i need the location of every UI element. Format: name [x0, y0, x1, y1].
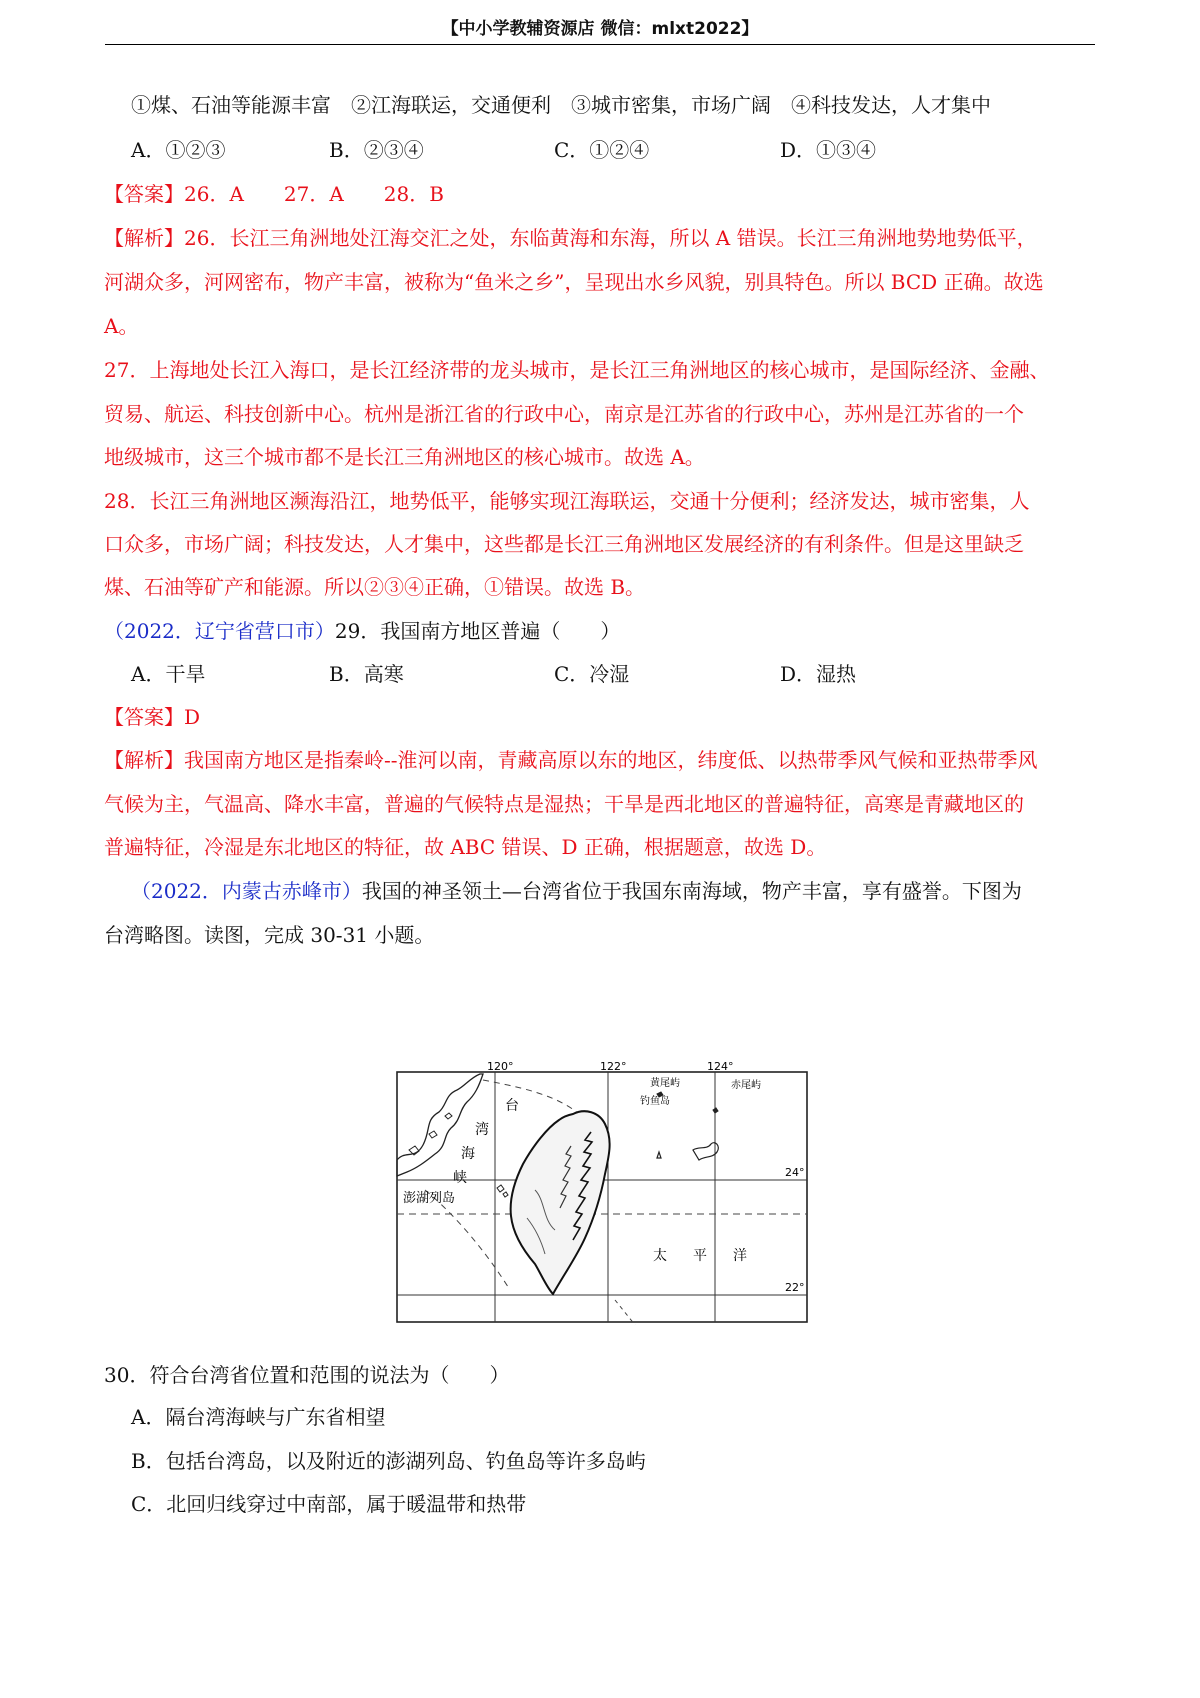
lon-label-120: 120° [487, 1060, 514, 1073]
analysis-27-line1: 27．上海地处长江入海口，是长江经济带的龙头城市，是长江三角洲地区的核心城市，是国际经济、金融、 [104, 358, 1050, 382]
q30-31-source: （2022．内蒙古赤峰市） [131, 879, 362, 903]
lat-label-24: 24° [785, 1166, 805, 1179]
q28-conditions: ①煤、石油等能源丰富 ②江海联运，交通便利 ③城市密集，市场广阔 ④科技发达，人才集中 [131, 93, 991, 117]
label-pacific-3: 洋 [733, 1248, 747, 1264]
label-strait-3: 海 [461, 1146, 475, 1162]
q28-option-a: A．①②③ [131, 138, 226, 162]
q29-analysis-line1 [104, 746, 1038, 774]
q29-answer-label: 【答案】 [104, 705, 184, 729]
q29-option-b: B．高寒 [329, 662, 404, 686]
label-pacific-2: 平 [693, 1248, 707, 1264]
q29-stem-line [104, 617, 620, 645]
analysis-28-line2: 口众多，市场广阔；科技发达，人才集中，这些都是长江三角洲地区发展经济的有利条件。但是这里缺乏 [104, 532, 1024, 556]
q29-analysis-label: 【解析】 [104, 748, 184, 772]
analysis-26-line2: 河湖众多，河网密布，物产丰富，被称为“鱼米之乡”，呈现出水乡风貌，别具特色。所以 BCD 正确。故选 [104, 270, 1044, 294]
label-huangwei: 黄尾屿 [650, 1078, 680, 1089]
page-header: 【中小学教辅资源店 微信：mlxt2022】 [441, 19, 759, 39]
q30-31-intro-text: 我国的神圣领土—台湾省位于我国东南海域，物产丰富，享有盛誉。下图为 [361, 879, 1022, 903]
label-strait-4: 峡 [453, 1170, 467, 1186]
q29-option-d: D．湿热 [780, 662, 857, 686]
q29-analysis-line2: 气候为主，气温高、降水丰富，普遍的气候特点是湿热；干旱是西北地区的普遍特征，高寒是青藏地区的 [104, 792, 1024, 816]
label-strait-1: 台 [505, 1098, 519, 1114]
q29-answer-value: D [184, 705, 201, 729]
map-frame [397, 1072, 807, 1322]
q28-option-d: D．①③④ [780, 138, 877, 162]
analysis-28-line3: 煤、石油等矿产和能源。所以②③④正确，①错误。故选 B。 [104, 575, 646, 599]
q30-option-c: C．北回归线穿过中南部，属于暖温带和热带 [131, 1492, 527, 1516]
analysis-26-line3: A。 [104, 314, 139, 338]
q30-option-b: B．包括台湾岛，以及附近的澎湖列岛、钓鱼岛等许多岛屿 [131, 1449, 646, 1473]
q30-stem: 30．符合台湾省位置和范围的说法为（ ） [104, 1363, 510, 1387]
lat-label-22: 22° [785, 1281, 805, 1294]
lon-label-124: 124° [707, 1060, 734, 1073]
label-penghu: 澎湖列岛 [403, 1191, 456, 1206]
q30-31-intro-line1 [131, 877, 1022, 905]
answer-26-28 [104, 180, 444, 208]
q29-answer [104, 703, 200, 731]
analysis-26-text1: 26．长江三角洲地处江海交汇之处，东临黄海和东海，所以 A 错误。长江三角洲地势地势低平， [184, 226, 1037, 250]
answer-label: 【答案】 [104, 182, 184, 206]
taiwan-map-svg [395, 1050, 820, 1340]
q29-stem: 29．我国南方地区普遍（ ） [334, 619, 621, 643]
q29-option-a: A．干旱 [131, 662, 206, 686]
lon-label-122: 122° [600, 1060, 627, 1073]
q28-option-b: B．②③④ [329, 138, 424, 162]
q29-source: （2022．辽宁省营口市） [104, 619, 335, 643]
label-chiwei: 赤尾屿 [731, 1080, 761, 1091]
q30-option-a: A．隔台湾海峡与广东省相望 [131, 1405, 386, 1429]
label-strait-2: 湾 [475, 1122, 489, 1138]
taiwan-map [395, 1050, 820, 1340]
analysis-26-line1 [104, 224, 1037, 252]
answer-text: 26．A 27．A 28．B [184, 182, 444, 206]
q28-option-c: C．①②④ [554, 138, 650, 162]
header-rule [105, 44, 1095, 45]
q29-analysis-text1: 我国南方地区是指秦岭--淮河以南，青藏高原以东的地区，纬度低、以热带季风气候和亚热带季风 [184, 748, 1038, 772]
analysis-27-line2: 贸易、航运、科技创新中心。杭州是浙江省的行政中心，南京是江苏省的行政中心，苏州是江苏省的一个 [104, 402, 1024, 426]
analysis-28-line1: 28．长江三角洲地区濒海沿江，地势低平，能够实现江海联运，交通十分便利；经济发达，城市密集，人 [104, 489, 1030, 513]
q29-option-c: C．冷湿 [554, 662, 630, 686]
q30-31-intro-line2: 台湾略图。读图，完成 30-31 小题。 [104, 923, 435, 947]
label-pacific-1: 太 [653, 1248, 667, 1264]
q29-analysis-line3: 普遍特征，冷湿是东北地区的特征，故 ABC 错误、D 正确，根据题意，故选 D。 [104, 835, 827, 859]
analysis-label: 【解析】 [104, 226, 184, 250]
analysis-27-line3: 地级城市，这三个城市都不是长江三角洲地区的核心城市。故选 A。 [104, 445, 705, 469]
label-diaoyu: 钓鱼岛 [640, 1096, 670, 1107]
